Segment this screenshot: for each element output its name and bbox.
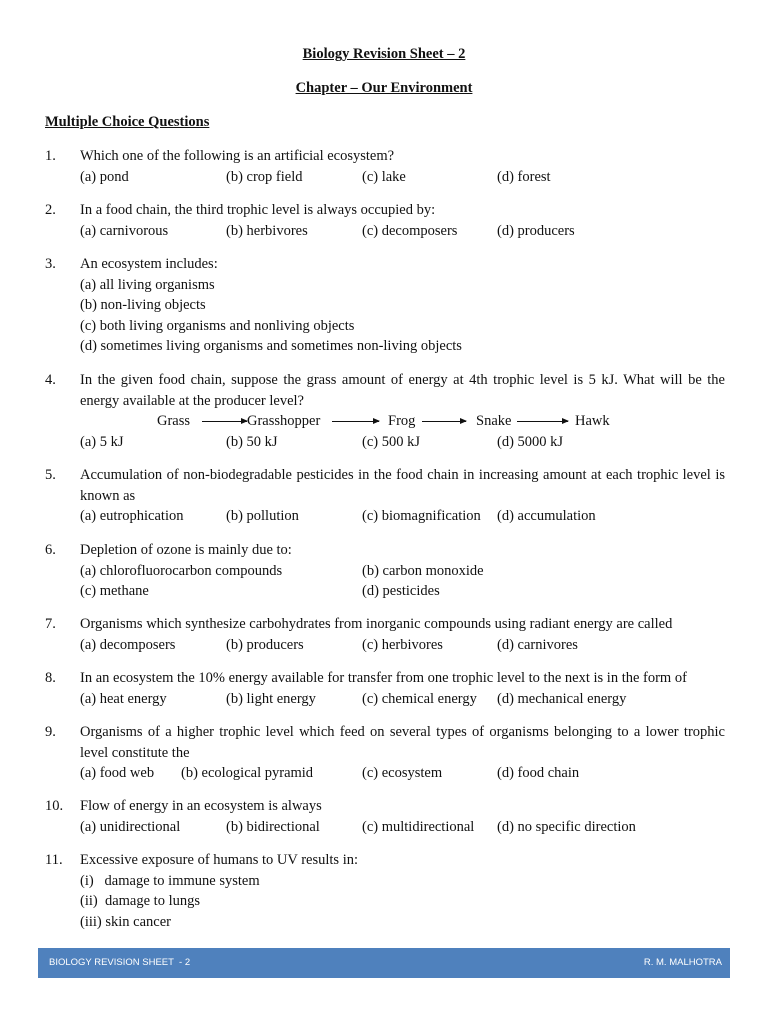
question-text: Organisms which synthesize carbohydrates from inorganic compounds using radiant energy are called (80, 616, 673, 632)
option-a: (a) food web (80, 765, 155, 781)
option-d: (d) food chain (497, 765, 580, 781)
question-6 (45, 540, 725, 602)
question-10 (45, 796, 725, 837)
option-c: (c) biomagnification (362, 508, 481, 524)
question-text: In an ecosystem the 10% energy available for transfer from one trophic level to the next is in the form of (80, 670, 687, 686)
option-b: (b) ecological pyramid (181, 765, 314, 781)
option-b: (b) bidirectional (226, 818, 320, 835)
option-c: (c) decomposers (362, 222, 458, 239)
section-heading: Multiple Choice Questions (45, 114, 210, 130)
question-text: Depletion of ozone is mainly due to: (80, 542, 292, 558)
option-c: (c) both living organisms and nonliving objects (80, 317, 355, 334)
option-d: (d) forest (497, 168, 551, 185)
option-b: (b) carbon monoxide (362, 562, 484, 579)
question-number: 9. (45, 724, 56, 740)
option-c: (c) multidirectional (362, 818, 475, 835)
option-d: (d) 5000 kJ (497, 434, 564, 450)
option-c: (c) herbivores (362, 636, 443, 653)
option-d: (d) mechanical energy (497, 690, 627, 707)
question-text: Which one of the following is an artificial ecosystem? (80, 148, 395, 164)
footer-sheet-label: BIOLOGY REVISION SHEET - 2 (49, 957, 191, 968)
chain-arrow-icon (202, 421, 247, 422)
chain-arrow-icon (422, 421, 466, 422)
option-d: (d) no specific direction (497, 818, 636, 835)
question-number: 2. (45, 202, 56, 218)
option-a: (a) carnivorous (80, 222, 169, 239)
question-2 (45, 200, 725, 241)
question-number: 10. (45, 798, 64, 814)
question-9 (45, 722, 725, 784)
question-number: 5. (45, 467, 56, 483)
option-a: (a) unidirectional (80, 818, 181, 835)
chain-snake: Snake (476, 413, 512, 429)
question-text: Excessive exposure of humans to UV results in: (80, 852, 359, 868)
option-b: (b) 50 kJ (226, 434, 278, 450)
option-a: (a) all living organisms (80, 276, 215, 293)
option-d: (d) accumulation (497, 508, 596, 524)
option-a: (a) chlorofluorocarbon compounds (80, 562, 283, 579)
option-c: (c) ecosystem (362, 765, 443, 781)
food-chain-diagram (80, 411, 725, 432)
option-ii: (ii) damage to lungs (80, 893, 201, 909)
question-number: 7. (45, 616, 56, 632)
option-a: (a) 5 kJ (80, 434, 124, 450)
question-text: In the given food chain, suppose the grass amount of energy at 4th trophic level is 5 kJ. What will be the energy available at the producer level? (80, 372, 725, 409)
option-d: (d) producers (497, 222, 575, 239)
option-b: (b) crop field (226, 168, 303, 185)
question-3 (45, 254, 725, 357)
chain-frog: Frog (388, 413, 416, 429)
option-i: (i) damage to immune system (80, 872, 260, 889)
option-b: (b) producers (226, 636, 304, 653)
chapter-title: Chapter – Our Environment (295, 80, 473, 96)
chain-hawk: Hawk (575, 413, 610, 429)
question-number: 4. (45, 372, 56, 388)
chain-grass: Grass (157, 413, 191, 429)
page-footer (38, 948, 730, 978)
question-11 (45, 850, 725, 932)
sheet-title: Biology Revision Sheet – 2 (302, 46, 466, 62)
option-b: (b) herbivores (226, 222, 308, 239)
question-1 (45, 146, 725, 187)
option-b: (b) pollution (226, 508, 299, 524)
option-a: (a) decomposers (80, 636, 176, 653)
option-c: (c) 500 kJ (362, 434, 420, 450)
question-text: An ecosystem includes: (80, 256, 218, 272)
question-number: 8. (45, 670, 56, 686)
question-number: 3. (45, 256, 56, 272)
option-a: (a) pond (80, 168, 129, 185)
option-c: (c) lake (362, 168, 406, 185)
question-number: 1. (45, 148, 56, 164)
option-d: (d) carnivores (497, 636, 578, 653)
option-d: (d) pesticides (362, 583, 440, 599)
option-b: (b) light energy (226, 690, 316, 707)
question-text: In a food chain, the third trophic level is always occupied by: (80, 202, 436, 218)
chain-arrow-icon (517, 421, 568, 422)
question-7 (45, 614, 725, 655)
option-c: (c) chemical energy (362, 690, 477, 707)
option-iii: (iii) skin cancer (80, 913, 171, 930)
question-text: Accumulation of non-biodegradable pesticides in the food chain in increasing amount at each trophic level is known as (80, 467, 725, 504)
option-a: (a) heat energy (80, 690, 167, 707)
question-4 (45, 370, 725, 453)
question-text: Organisms of a higher trophic level which feed on several types of organisms belonging to a lower trophic level constitute the (80, 724, 725, 761)
question-5 (45, 465, 725, 527)
question-text: Flow of energy in an ecosystem is always (80, 798, 322, 814)
option-a: (a) eutrophication (80, 508, 184, 524)
chain-grasshopper: Grasshopper (247, 413, 321, 429)
option-b: (b) non-living objects (80, 297, 206, 313)
footer-author: R. M. MALHOTRA (643, 957, 722, 968)
chain-arrow-icon (332, 421, 379, 422)
question-8 (45, 668, 725, 709)
option-c: (c) methane (80, 583, 149, 599)
question-number: 6. (45, 542, 56, 558)
option-d: (d) sometimes living organisms and sometimes non-living objects (80, 338, 462, 354)
question-number: 11. (45, 852, 63, 868)
